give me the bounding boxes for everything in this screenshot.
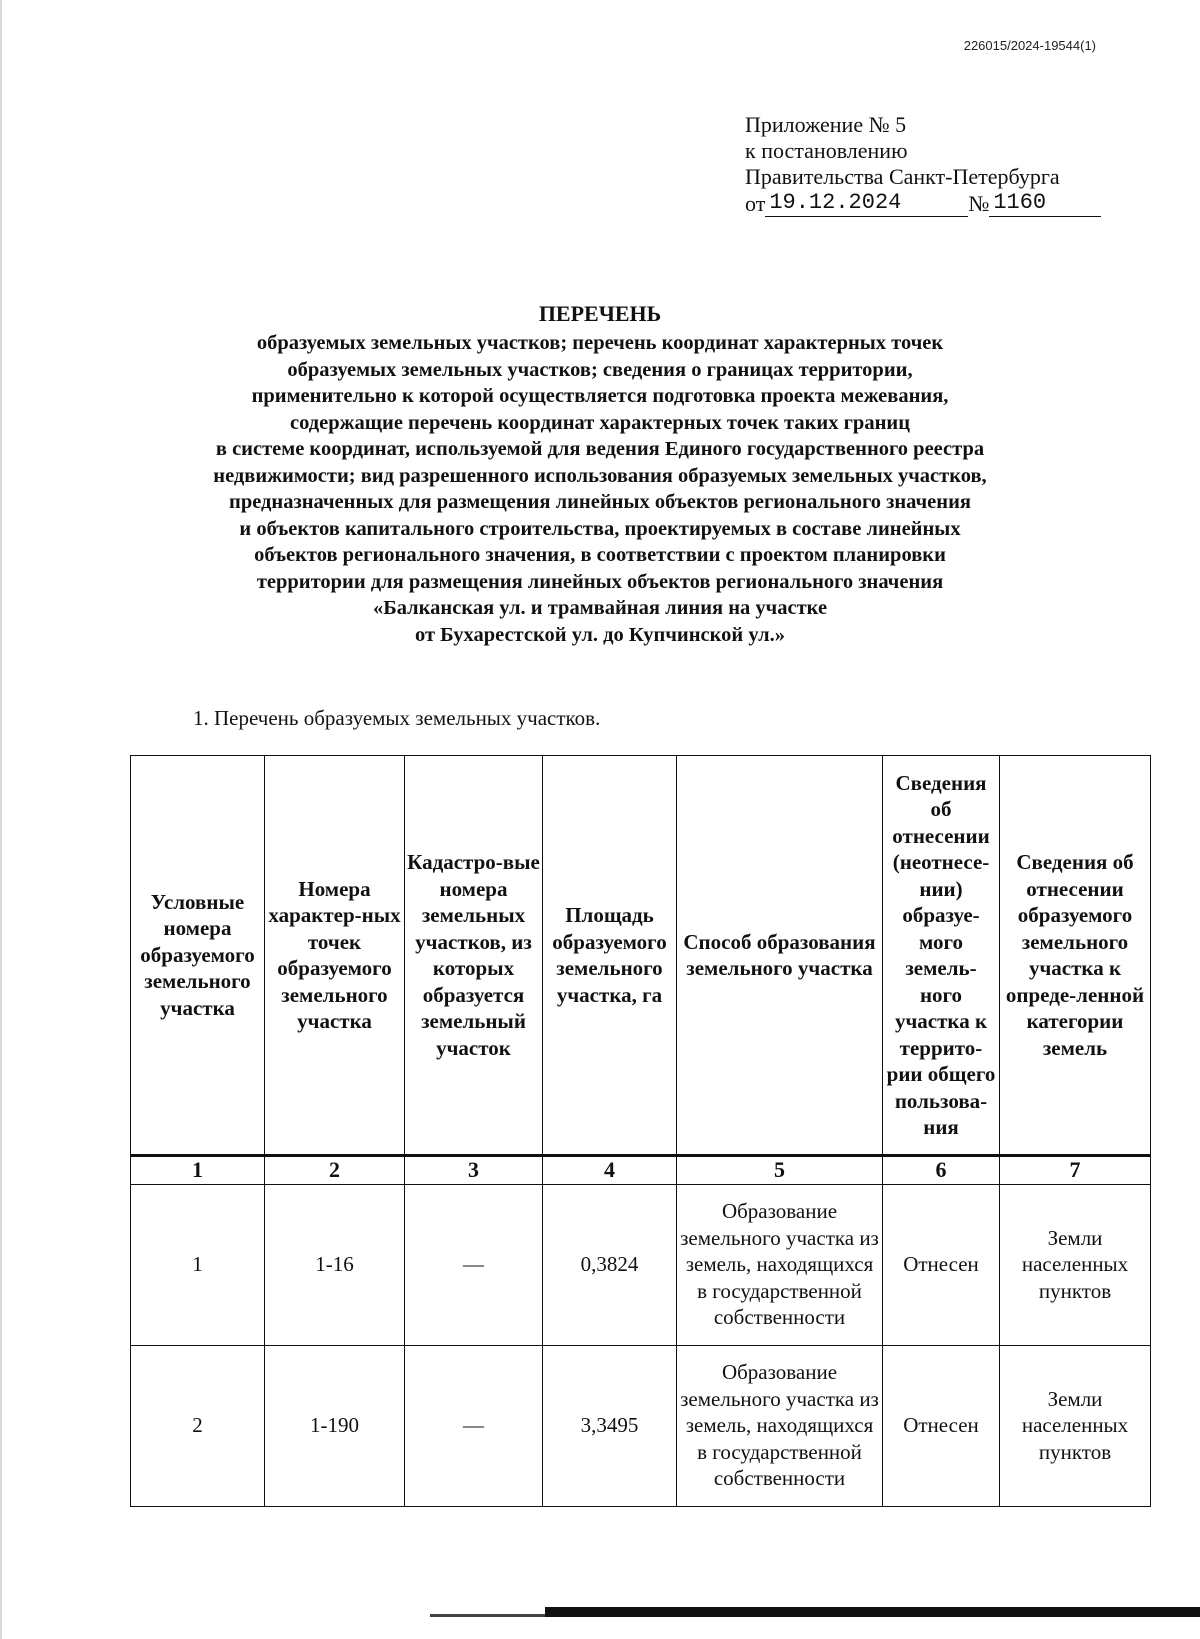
column-number: 5 (677, 1156, 883, 1185)
title-line: от Бухарестской ул. до Купчинской ул.» (415, 623, 785, 646)
cell-land-category: Земли населенных пунктов (1000, 1345, 1151, 1506)
cell-formation-method: Образование земельного участка из земель, находящихся в государственной собственности (677, 1184, 883, 1345)
cell-cadastral-numbers: — (405, 1184, 543, 1345)
table-header-row (131, 756, 1151, 1156)
cell-plot-number: 2 (131, 1345, 265, 1506)
annex-line-3: Правительства Санкт-Петербурга (745, 164, 1060, 189)
annex-number-label: № (968, 191, 990, 216)
table-row (131, 1345, 1151, 1506)
cell-point-numbers: 1-16 (265, 1184, 405, 1345)
annex-number: 1160 (989, 190, 1101, 217)
cell-point-numbers: 1-190 (265, 1345, 405, 1506)
scan-edge (0, 0, 2, 1639)
column-header: Сведения об отнесении образуемого земельного участка к опреде-ленной категории земель (1000, 756, 1151, 1156)
cell-formation-method: Образование земельного участка из земель, находящихся в государственной собственности (677, 1345, 883, 1506)
land-plots-table (130, 755, 1151, 1507)
column-number: 6 (883, 1156, 1000, 1185)
column-header: Способ образования земельного участка (677, 756, 883, 1156)
cell-public-use: Отнесен (883, 1184, 1000, 1345)
cell-plot-number: 1 (131, 1184, 265, 1345)
annex-line-2: к постановлению (745, 138, 908, 163)
column-number-row (131, 1156, 1151, 1185)
column-header: Условные номера образуемого земельного участка (131, 756, 265, 1156)
column-number: 7 (1000, 1156, 1151, 1185)
annex-from-label: от (745, 191, 766, 216)
cell-cadastral-numbers: — (405, 1345, 543, 1506)
title-line: предназначенных для размещения линейных объектов регионального значения (229, 491, 971, 513)
cell-public-use: Отнесен (883, 1345, 1000, 1506)
section-1-heading: 1. Перечень образуемых земельных участков. (193, 706, 601, 730)
title-line: объектов регионального значения, в соответствии с проектом планировки (254, 544, 946, 566)
cell-area: 3,3495 (543, 1345, 677, 1506)
document-id: 226015/2024-19544(1) (963, 38, 1096, 53)
document-title (60, 300, 1140, 648)
cell-land-category: Земли населенных пунктов (1000, 1184, 1151, 1345)
title-line: и объектов капитального строительства, проектируемых в составе линейных (239, 517, 961, 540)
scan-artifact-band (545, 1607, 1200, 1617)
title-line: применительно к которой осуществляется подготовка проекта межевания, (251, 385, 949, 407)
cell-area: 0,3824 (543, 1184, 677, 1345)
column-number: 2 (265, 1156, 405, 1185)
annex-block (745, 112, 1101, 217)
title-line: содержащие перечень координат характерных точек таких границ (289, 411, 911, 434)
annex-date-number-row (745, 190, 1101, 217)
title-line: в системе координат, используемой для ведения Единого государственного реестра (215, 438, 985, 460)
title-line: образуемых земельных участков; сведения о границах территории, (287, 358, 913, 381)
column-header: Площадь образуемого земельного участка, га (543, 756, 677, 1156)
column-number: 4 (543, 1156, 677, 1185)
annex-line-1: Приложение № 5 (745, 112, 907, 137)
title-line: образуемых земельных участков; перечень координат характерных точек (256, 332, 944, 354)
annex-date: 19.12.2024 (765, 190, 968, 217)
column-header: Номера характер-ных точек образуемого земельного участка (265, 756, 405, 1156)
table-row (131, 1184, 1151, 1345)
title-line: территории для размещения линейных объектов регионального значения (256, 570, 944, 593)
column-header: Кадастро-вые номера земельных участков, из которых образуется земельный участок (405, 756, 543, 1156)
title-line: «Балканская ул. и трамвайная линия на участке (372, 597, 828, 619)
column-number: 1 (131, 1156, 265, 1185)
title-line: недвижимости; вид разрешенного использования образуемых земельных участков, (213, 464, 987, 487)
column-number: 3 (405, 1156, 543, 1185)
column-header: Сведения об отнесении (неотнесе-нии) образуе-мого земель-ного участка к террито-рии общего пользова-ния (883, 756, 1000, 1156)
title-main: ПЕРЕЧЕНЬ (538, 301, 662, 326)
